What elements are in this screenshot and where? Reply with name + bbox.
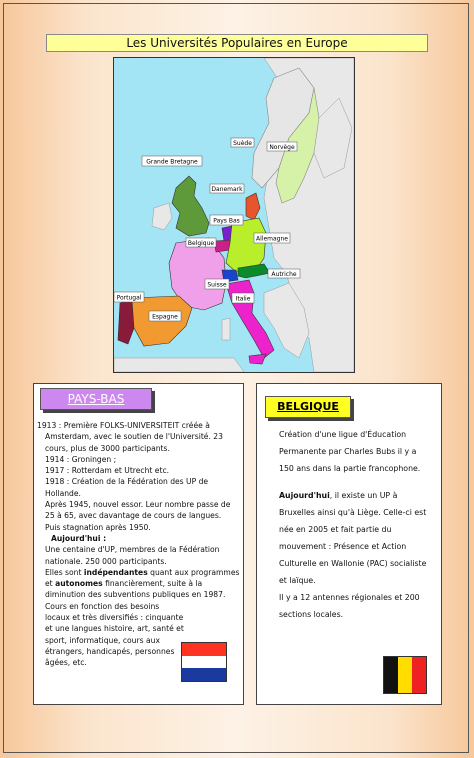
svg-text:Espagne: Espagne — [152, 313, 178, 321]
map-sicile — [249, 354, 266, 364]
svg-text:Portugal: Portugal — [116, 294, 142, 302]
map-label-gb — [142, 156, 202, 166]
map-allemagne — [226, 218, 266, 272]
svg-text:Suède: Suède — [233, 140, 252, 147]
map-irlande — [152, 203, 172, 230]
svg-text:Danemark: Danemark — [211, 186, 243, 193]
belgique-p2: Aujourd'hui, il existe un UP à Bruxelles ainsi qu'à Liège. Celle-ci est née en 2005 et fait partie du mouvement : Présence et Action Culturelle en Wallonie (PAC) socialiste et laïque. — [279, 491, 427, 585]
paysbas-line-cours: Cours en fonction des besoins locaux et très diversifiés : cinquante et une langues histoire, art, santé et sport, informatique, cours aux étrangers, handicapés, personnes âgées, etc. — [45, 601, 184, 668]
belgique-header: BELGIQUE — [265, 396, 351, 418]
map-label-paysbas — [210, 215, 243, 225]
svg-text:Suisse: Suisse — [207, 281, 227, 289]
paysbas-panel — [33, 383, 244, 705]
belgique-p3: Il y a 12 antennes régionales et 200 sections locales. — [279, 593, 420, 619]
netherlands-flag — [181, 642, 227, 682]
map-gb — [172, 176, 209, 236]
paysbas-line-1945: Après 1945, nouvel essor. Leur nombre passe de 25 à 65, avec davantage de cours de langues. — [45, 500, 231, 521]
map-label-belgique — [186, 238, 216, 247]
flag-stripe-red — [182, 643, 226, 656]
svg-text:Belgique: Belgique — [187, 240, 215, 247]
flag-stripe-red — [412, 657, 426, 693]
map-danemark — [246, 193, 260, 220]
paysbas-line-1918: 1918 : Création de la Fédération des UP de Hollande. — [45, 477, 209, 498]
belgique-p1: Création d'une ligue d'Éducation Permanente par Charles Bubs il y a 150 ans dans la partie francophone. — [279, 430, 421, 473]
paysbas-text — [37, 420, 241, 669]
svg-text:Norvège: Norvège — [269, 144, 295, 151]
svg-text:Grande Bretagne: Grande Bretagne — [146, 158, 198, 166]
belgique-panel — [256, 383, 442, 705]
paysbas-line-1914: 1914 : Groningen ; — [45, 454, 117, 464]
map-label-allemagne — [254, 233, 290, 243]
map-label-suisse — [205, 279, 229, 289]
paysbas-line-independantes: Elles sont indépendantes quant aux programmes et autonomes financièrement, suite à la diminution des subventions publiques en 1987. — [45, 567, 240, 600]
paysbas-aujourdhui-label: Aujourd'hui : — [51, 533, 107, 543]
belgium-flag — [383, 656, 427, 694]
belgique-text — [265, 426, 433, 623]
flag-stripe-blue — [182, 668, 226, 681]
map-label-espagne — [149, 311, 181, 321]
paysbas-header: PAYS-BAS — [40, 388, 152, 410]
svg-text:Pays Bas: Pays Bas — [213, 217, 240, 225]
flag-stripe-black — [384, 657, 398, 693]
map-label-suede — [231, 138, 254, 147]
map-label-danemark — [210, 184, 244, 193]
page-title: Les Universités Populaires en Europe — [46, 34, 428, 52]
paysbas-line-1913: 1913 : Première FOLKS-UNIVERSITEIT créée à Amsterdam, avec le soutien de l'Université. 23 cours, plus de 3000 participants. — [37, 421, 223, 453]
flag-stripe-yellow — [398, 657, 412, 693]
europe-map — [113, 57, 355, 373]
svg-text:Italie: Italie — [235, 295, 251, 303]
svg-text:Autriche: Autriche — [271, 271, 297, 278]
map-land-africa — [114, 358, 244, 372]
map-label-italie — [232, 293, 254, 303]
svg-text:Allemagne: Allemagne — [256, 235, 288, 243]
paysbas-line-1917: 1917 : Rotterdam et Utrecht etc. — [45, 466, 170, 476]
paysbas-line-centaine: Une centaine d'UP, membres de la Fédération nationale. 250 000 participants. — [45, 545, 220, 566]
map-label-autriche — [268, 269, 300, 278]
map-label-norvege — [267, 142, 297, 151]
paysbas-line-1950: Puis stagnation après 1950. — [45, 522, 151, 532]
map-label-portugal — [114, 292, 144, 302]
map-portugal — [118, 300, 134, 344]
flag-stripe-white — [182, 656, 226, 669]
map-sardaigne — [222, 318, 230, 340]
